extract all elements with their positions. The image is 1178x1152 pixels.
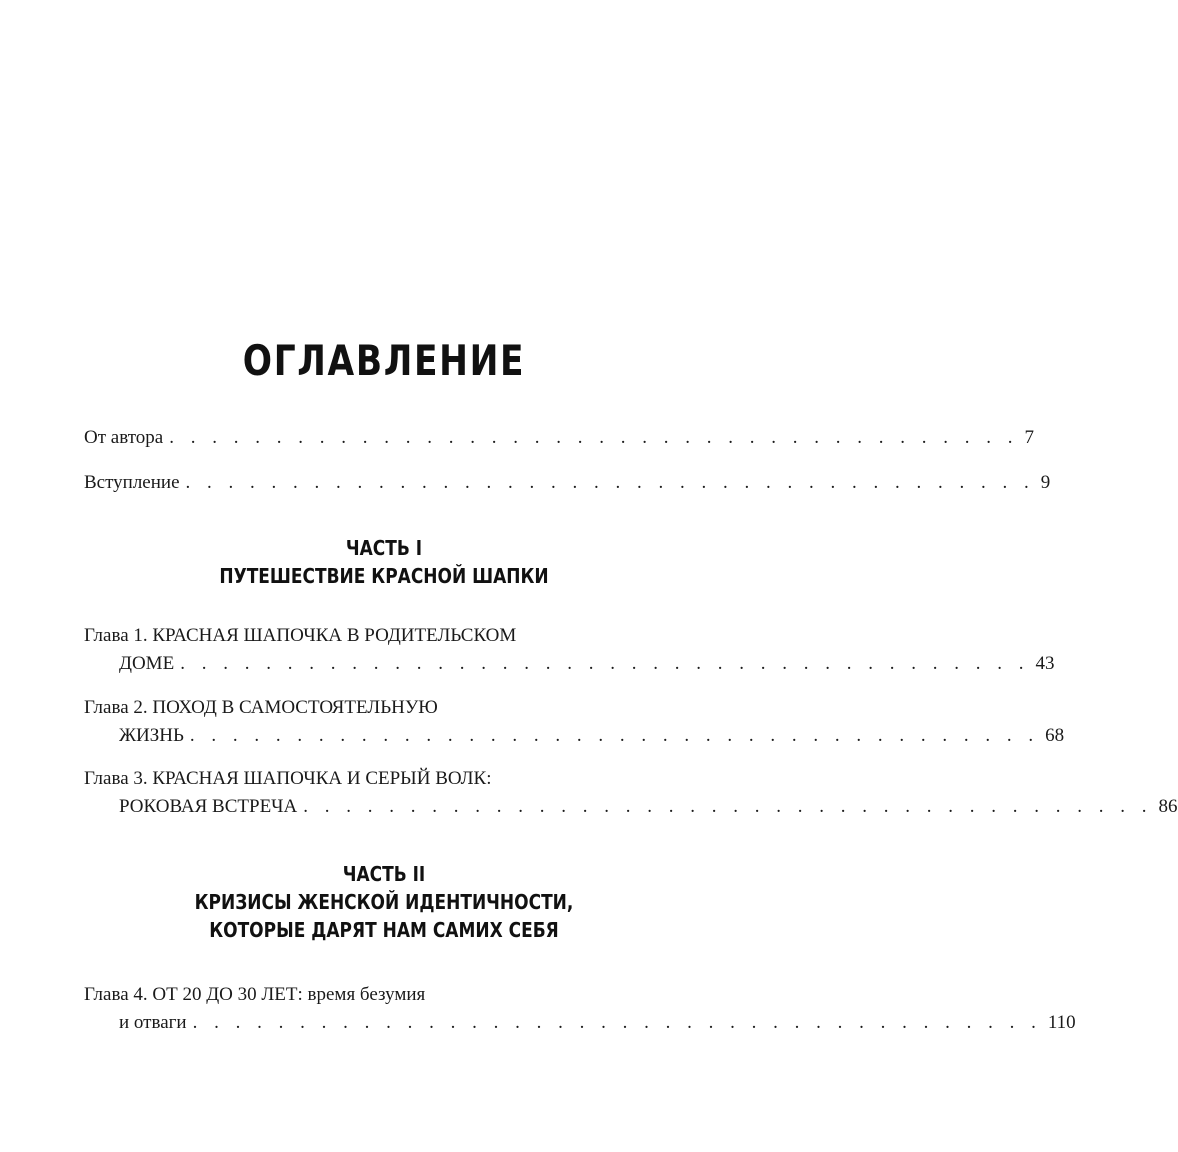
page-title: ОГЛАВЛЕНИЕ xyxy=(242,336,526,385)
part-1-heading xyxy=(0,534,768,590)
chapter-title-continuation: РОКОВАЯ ВСТРЕЧА xyxy=(119,796,298,817)
chapter-title-continuation: ЖИЗНЬ xyxy=(119,725,184,746)
dot-leader: . . . . . . . . . . . . . . . . . . . . . . . . . . . . . . . . . . . . . . . . xyxy=(169,427,1019,448)
toc-entry-label: Вступление xyxy=(84,472,180,493)
part-number: ЧАСТЬ II xyxy=(342,862,426,886)
part-title-line-2: КОТОРЫЕ ДАРЯТ НАМ САМИХ СЕБЯ xyxy=(209,918,559,942)
toc-entry-page: 68 xyxy=(1045,725,1065,746)
part-title: ПУТЕШЕСТВИЕ КРАСНОЙ ШАПКИ xyxy=(219,564,549,588)
dot-leader: . . . . . . . . . . . . . . . . . . . . . . . . . . . . . . . . . . . . . . . . xyxy=(303,796,1153,817)
toc-entry-page: 110 xyxy=(1047,1012,1076,1033)
toc-entry-page: 7 xyxy=(1024,427,1034,448)
part-title-line-1: КРИЗИСЫ ЖЕНСКОЙ ИДЕНТИЧНОСТИ, xyxy=(194,890,574,914)
toc-entry-chapter-4 xyxy=(84,981,1076,1037)
dot-leader: . . . . . . . . . . . . . . . . . . . . . . . . . . . . . . . . . . . . . . . . xyxy=(185,472,1035,493)
toc-entry-label: От автора xyxy=(84,427,164,448)
toc-entry-page: 86 xyxy=(1158,796,1178,817)
part-number: ЧАСТЬ I xyxy=(345,536,423,560)
dot-leader: . . . . . . . . . . . . . . . . . . . . . . . . . . . . . . . . . . . . . . . . xyxy=(192,1012,1042,1033)
toc-entry-page: 9 xyxy=(1040,472,1051,493)
dot-leader: . . . . . . . . . . . . . . . . . . . . . . . . . . . . . . . . . . . . . . . . xyxy=(180,653,1030,674)
toc-entry-page: 43 xyxy=(1035,653,1055,674)
part-2-heading xyxy=(0,860,768,944)
toc-entry-from-author xyxy=(84,424,1034,452)
toc-entry-introduction xyxy=(84,469,1051,497)
dot-leader: . . . . . . . . . . . . . . . . . . . . . . . . . . . . . . . . . . . . . . . . xyxy=(189,725,1040,746)
chapter-title-line: Глава 1. КРАСНАЯ ШАПОЧКА В РОДИТЕЛЬСКОМ xyxy=(84,625,517,646)
chapter-title-line: Глава 3. КРАСНАЯ ШАПОЧКА И СЕРЫЙ ВОЛК: xyxy=(84,768,492,789)
chapter-title-line: Глава 4. ОТ 20 ДО 30 ЛЕТ: время безумия xyxy=(84,984,426,1005)
toc-entry-chapter-1 xyxy=(84,622,1055,678)
toc-entry-chapter-3 xyxy=(84,765,1178,821)
toc-entry-chapter-2 xyxy=(84,694,1065,750)
chapter-title-continuation: ДОМЕ xyxy=(119,653,175,674)
chapter-title-line: Глава 2. ПОХОД В САМОСТОЯТЕЛЬНУЮ xyxy=(84,697,438,718)
chapter-title-continuation: и отваги xyxy=(119,1012,187,1033)
